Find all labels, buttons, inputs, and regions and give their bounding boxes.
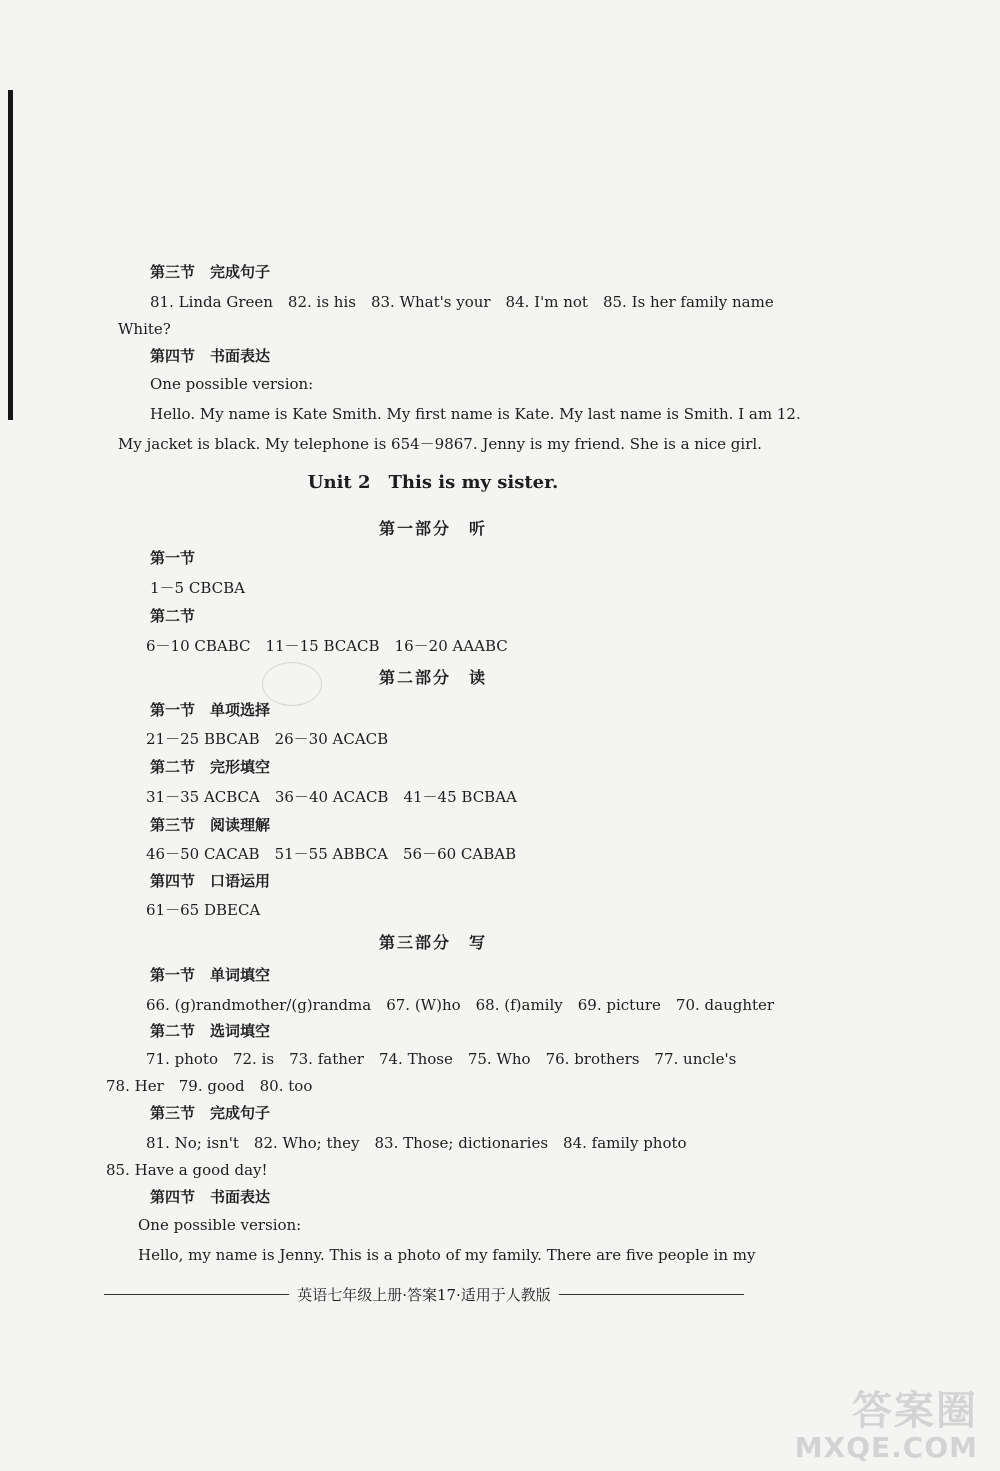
part3-section2-answers-cont: 78. Her 79. good 80. too (106, 1077, 313, 1095)
part2-title: 第二部分 读 (378, 668, 487, 687)
part3-section1-heading: 第一节 单词填空 (150, 966, 271, 984)
part3-section3-heading: 第三节 完成句子 (150, 1104, 271, 1122)
unit-title: Unit 2 This is my sister. (307, 472, 559, 493)
unit1-section4-label: One possible version: (150, 375, 314, 393)
watermark (795, 1389, 978, 1463)
part3-section2-heading: 第二节 选词填空 (150, 1022, 271, 1040)
unit1-essay-line: My jacket is black. My telephone is 654－9867. Jenny is my friend. She is a nice girl. (118, 435, 762, 453)
part2-section4-answers: 61－65 DBECA (146, 901, 261, 919)
part3-section4-label: One possible version: (138, 1216, 302, 1234)
part1-section1-heading: 第一节 (150, 549, 196, 567)
part3-title: 第三部分 写 (378, 933, 487, 952)
part2-section2-answers: 31－35 ACBCA 36－40 ACACB 41－45 BCBAA (146, 788, 517, 806)
unit1-section3-heading: 第三节 完成句子 (150, 263, 271, 281)
footer-rule-left (104, 1294, 289, 1295)
scan-edge-mark (8, 90, 13, 420)
part1-section1-answers: 1－5 CBCBA (150, 579, 245, 597)
part3-section3-answers-cont: 85. Have a good day! (106, 1161, 268, 1179)
footer-rule-right (559, 1294, 744, 1295)
footer-text: 英语七年级上册·答案17·适用于人教版 (297, 1285, 551, 1304)
part3-section1-answers: 66. (g)randmother/(g)randma 67. (W)ho 68. (f)amily 69. picture 70. daughter (146, 996, 775, 1014)
part1-title: 第一部分 听 (378, 519, 487, 538)
part3-section3-answers: 81. No; isn't 82. Who; they 83. Those; dictionaries 84. family photo (146, 1134, 687, 1152)
part3-section2-answers: 71. photo 72. is 73. father 74. Those 75. Who 76. brothers 77. uncle's (146, 1050, 737, 1068)
part2-section4-heading: 第四节 口语运用 (150, 872, 271, 890)
unit1-essay-line: Hello. My name is Kate Smith. My first name is Kate. My last name is Smith. I am 12. (150, 405, 801, 423)
part1-section2-heading: 第二节 (150, 607, 196, 625)
unit1-section3-answers-cont: White? (118, 320, 171, 338)
page-footer (104, 1282, 744, 1306)
part2-section1-heading: 第一节 单项选择 (150, 701, 271, 719)
part2-section3-answers: 46－50 CACAB 51－55 ABBCA 56－60 CABAB (146, 845, 517, 863)
unit1-section3-answers: 81. Linda Green 82. is his 83. What's your 84. I'm not 85. Is her family name (150, 293, 774, 311)
part3-essay-line: Hello, my name is Jenny. This is a photo of my family. There are five people in my (138, 1246, 756, 1264)
part2-section2-heading: 第二节 完形填空 (150, 758, 271, 776)
unit1-section4-heading: 第四节 书面表达 (150, 347, 271, 365)
part2-section3-heading: 第三节 阅读理解 (150, 816, 271, 834)
part1-section2-answers: 6－10 CBABC 11－15 BCACB 16－20 AAABC (146, 637, 508, 655)
part2-section1-answers: 21－25 BBCAB 26－30 ACACB (146, 730, 389, 748)
watermark-url: MXQE.COM (794, 1431, 978, 1464)
watermark-logo-text: 答案圈 (852, 1388, 978, 1434)
part3-section4-heading: 第四节 书面表达 (150, 1188, 271, 1206)
